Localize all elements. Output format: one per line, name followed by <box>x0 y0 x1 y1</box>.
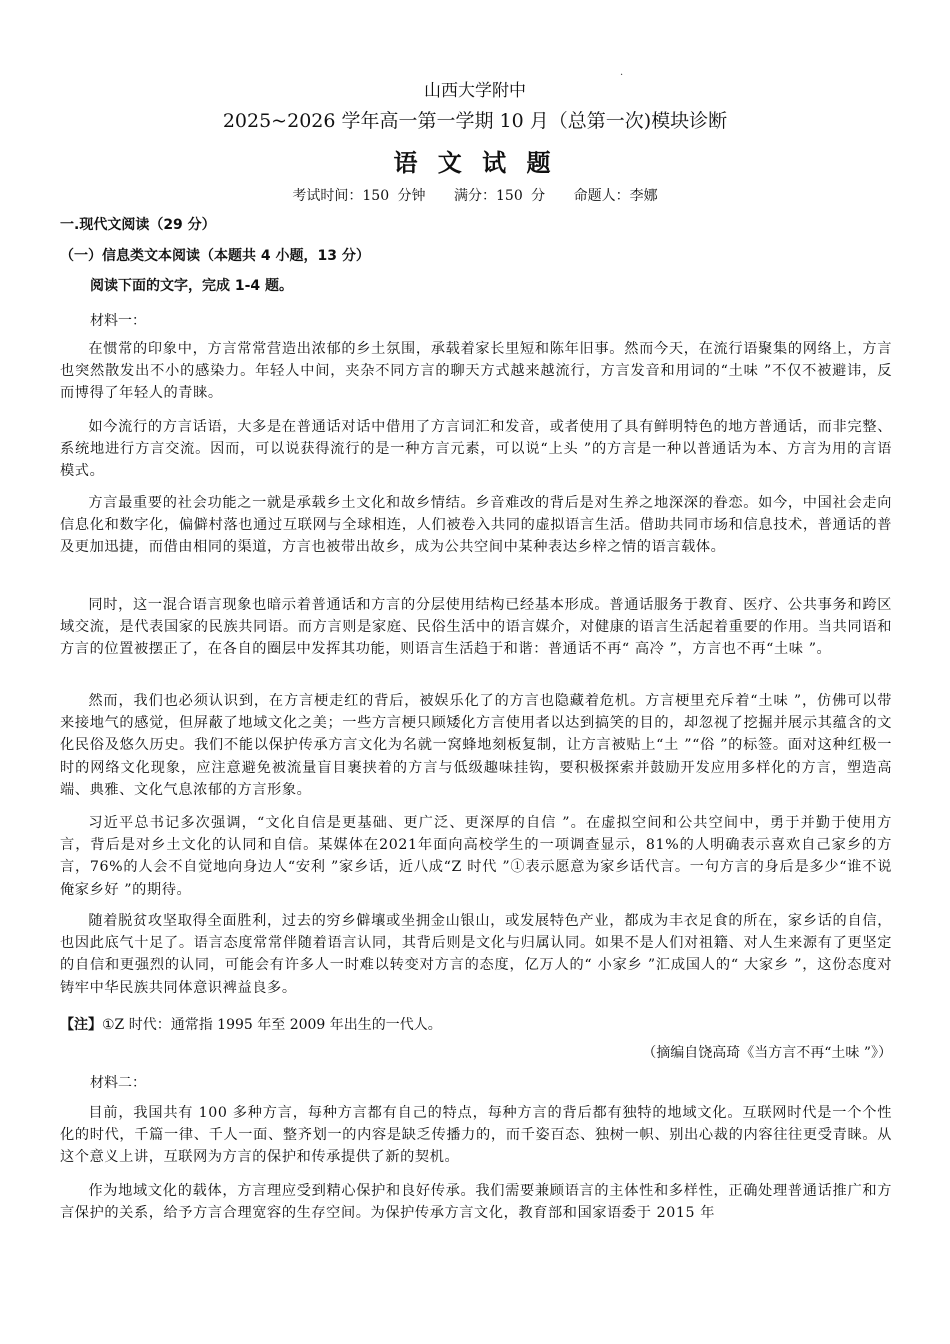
paragraph: 目前，我国共有 100 多种方言，每种方言都有自己的特点，每种方言的背后都有独特的地域文化。互联网时代是一个个性化的时代，千篇一律、千人一面、整齐划一的内容是缺乏传播力的，而千姿百态、独树一帜、别出心裁的内容往往更受青睐。从这个意义上讲，互联网为方言的保护和传承提供了新的契机。 <box>60 1105 892 1166</box>
paragraph: 习近平总书记多次强调，“文化自信是更基础、更广泛、更深厚的自信 ”。在虚拟空间和公共空间中，勇于并勤于使用方言，背后是对乡土文化的认同和自信。某媒体在2021年面向高校学生的一项调查显示，81%的人明确表示喜欢自己家乡的方言，76%的人会不自觉地向身边人“安利 ”家乡话，近八成“Z 时代 ”①表示愿意为家乡话代言。一句方言的身后是多少“谁不说俺家乡好 ”的期待。 <box>60 815 892 898</box>
paragraph: 在惯常的印象中，方言常常营造出浓郁的乡土氛围，承载着家长里短和陈年旧事。然而今天，在流行语聚集的网络上，方言也突然散发出不小的感染力。年轻人中间，夹杂不同方言的聊天方式越来越流行，方言发音和用词的“土味 ”不仅不被避讳，反而博得了年轻人的青睐。 <box>60 341 892 402</box>
source-citation: （摘编自饶高琦《当方言不再“土味 ”》） <box>642 1045 892 1061</box>
subject-title: 语 文 试 题 <box>393 149 557 177</box>
author: 命题人：李娜 <box>573 188 658 204</box>
scan-dot: · <box>620 70 624 81</box>
material-one-label: 材料一： <box>90 313 146 329</box>
full-score: 满分：150 分 <box>454 188 546 204</box>
footnote <box>60 1014 442 1034</box>
section-title: 一.现代文阅读（29 分） <box>60 217 216 233</box>
reading-instruction: 阅读下面的文字，完成 1-4 题。 <box>90 278 294 294</box>
exam-title: 2025~2026 学年高一第一学期 10 月（总第一次)模块诊断 <box>222 110 728 132</box>
paragraph: 同时，这一混合语言现象也暗示着普通话和方言的分层使用结构已经基本形成。普通话服务于教育、医疗、公共事务和跨区域交流，是代表国家的民族共同语。而方言则是家庭、民俗生活中的语言媒介，对健康的语言生活起着重要的作用。当共同语和方言的位置被摆正了，在各自的圈层中发挥其功能，则语言生活趋于和谐：普通话不再“ 高冷 ”，方言也不再“土味 ”。 <box>60 597 892 658</box>
paragraph: 随着脱贫攻坚取得全面胜利，过去的穷乡僻壤或坐拥金山银山，或发展特色产业，都成为丰衣足食的所在，家乡话的自信，也因此底气十足了。语言态度常常伴随着语言认同，其背后则是文化与归属认同。如果不是人们对祖籍、对人生来源有了更坚定的自信和更强烈的认同，可能会有许多人一时难以转变对方言的态度，亿万人的“ 小家乡 ”汇成国人的“ 大家乡 ”，这份态度对铸牢中华民族共同体意识裨益良多。 <box>60 913 892 996</box>
material-two-label: 材料二： <box>90 1075 146 1091</box>
exam-time: 考试时间：150 分钟 <box>292 188 426 204</box>
subsection-title: （一）信息类文本阅读（本题共 4 小题，13 分） <box>60 248 370 264</box>
paragraph: 然而，我们也必须认识到，在方言梗走红的背后，被娱乐化了的方言也隐藏着危机。方言梗里充斥着“土味 ”，仿佛可以带来接地气的感觉，但屏蔽了地域文化之美；一些方言梗只顾矮化方言使用者以达到搞笑的目的，却忽视了挖掘并展示其蕴含的文化民俗及悠久历史。我们不能以保护传承方言文化为名就一窝蜂地刻板复制，让方言被贴上“土 ”“俗 ”的标签。面对这种红极一时的网络文化现象，应注意避免被流量盲目裹挟着的方言与低级趣味挂钩，要积极探索并鼓励开发应用多样化的方言，塑造高端、典雅、文化气息浓郁的方言形象。 <box>60 693 892 798</box>
exam-meta <box>0 185 950 205</box>
school-name: 山西大学附中 <box>424 81 526 101</box>
footnote-text: ①Z 时代：通常指 1995 年至 2009 年出生的一代人。 <box>102 1017 442 1033</box>
footnote-label: 【注】 <box>60 1017 102 1033</box>
paragraph: 方言最重要的社会功能之一就是承载乡土文化和故乡情结。乡音难改的背后是对生养之地深深的眷恋。如今，中国社会走向信息化和数字化，偏僻村落也通过互联网与全球相连，人们被卷入共同的虚拟语言生活。借助共同市场和信息技术，普通话的普及更加迅捷，而借由相同的渠道，方言也被带出故乡，成为公共空间中某种表达乡梓之情的语言载体。 <box>60 495 892 556</box>
paragraph: 如今流行的方言话语，大多是在普通话对话中借用了方言词汇和发音，或者使用了具有鲜明特色的地方普通话，而非完整、系统地进行方言交流。因而，可以说获得流行的是一种方言元素，可以说“上头 ”的方言是一种以普通话为本、方言为用的言语模式。 <box>60 419 892 480</box>
paragraph: 作为地域文化的载体，方言理应受到精心保护和良好传承。我们需要兼顾语言的主体性和多样性，正确处理普通话推广和方言保护的关系，给予方言合理宽容的生存空间。为保护传承方言文化，教育部和国家语委于 2015 年 <box>60 1183 892 1222</box>
